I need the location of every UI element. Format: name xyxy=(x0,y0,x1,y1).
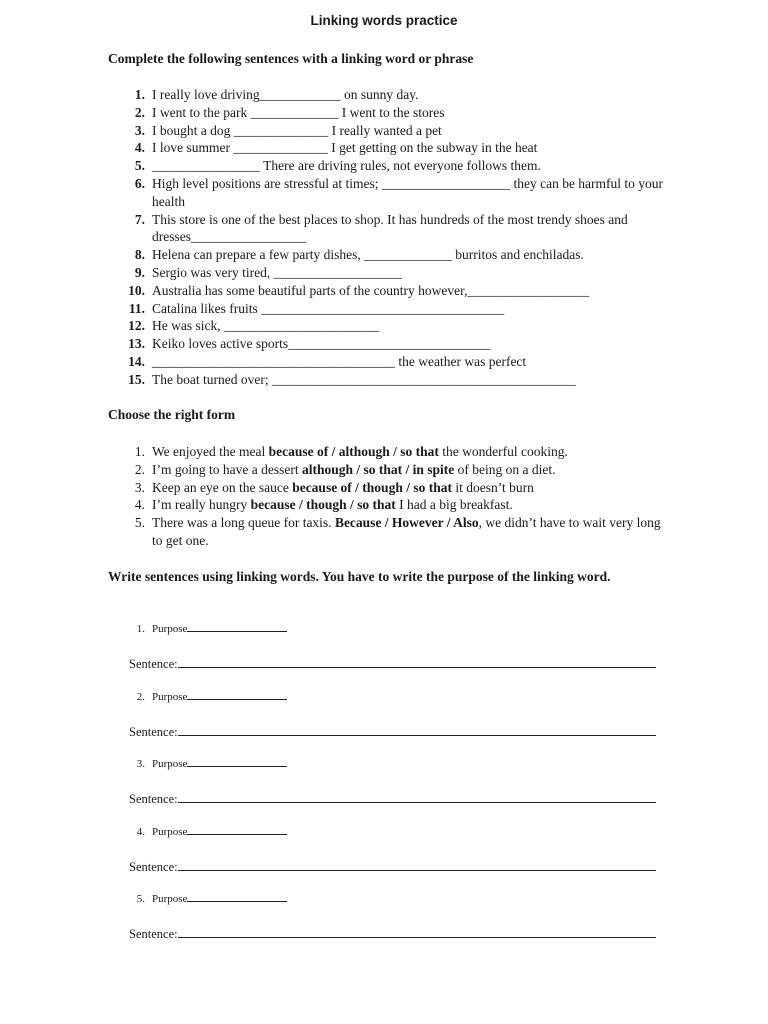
sentence-end: of being on a diet. xyxy=(454,461,556,477)
list-item xyxy=(108,353,668,371)
list-item xyxy=(108,371,668,389)
list-item xyxy=(108,246,668,264)
item-number: 1. xyxy=(134,87,145,102)
item-number: 3. xyxy=(136,758,145,771)
item-number: 4. xyxy=(136,825,145,838)
section2-heading: Choose the right form xyxy=(108,407,236,422)
list-item xyxy=(108,335,668,353)
purpose-row xyxy=(108,756,668,790)
sentence-start: We enjoyed the meal xyxy=(152,444,269,459)
item-number: 11. xyxy=(128,300,145,316)
list-item xyxy=(108,514,668,550)
sentence-start: There was a long queue for taxis. xyxy=(152,515,335,531)
list-item xyxy=(108,157,668,175)
purpose-label: Purpose xyxy=(152,690,188,703)
choose-form-list xyxy=(108,443,668,550)
item-sentence: Keiko loves active sports______________________________ xyxy=(152,336,491,352)
sentence-label: Sentence: xyxy=(129,792,178,807)
item-number: 10. xyxy=(128,282,145,298)
list-item xyxy=(108,317,668,335)
sentence-blank[interactable] xyxy=(178,790,656,803)
purpose-row xyxy=(108,689,668,723)
purpose-label: Purpose xyxy=(152,825,188,838)
sentence-label: Sentence: xyxy=(129,724,178,739)
page-title: Linking words practice xyxy=(310,13,458,28)
list-item xyxy=(108,264,668,282)
item-sentence: Helena can prepare a few party dishes, _____________ burritos and enchiladas. xyxy=(152,247,584,263)
item-number: 13. xyxy=(128,336,145,352)
answer-options: because of / although / so that xyxy=(268,444,439,459)
sentence-row xyxy=(108,655,668,689)
item-sentence: This store is one of the best places to shop. It has hundreds of the most trendy shoes and dresses_________________ xyxy=(152,211,632,245)
item-number: 6. xyxy=(134,175,145,191)
purpose-blank[interactable] xyxy=(187,689,287,700)
item-number: 1. xyxy=(134,444,145,459)
item-number: 4. xyxy=(134,140,145,156)
fill-in-list xyxy=(108,86,668,389)
purpose-label: Purpose xyxy=(152,893,188,906)
list-item xyxy=(108,211,668,247)
list-item xyxy=(108,282,668,300)
item-number: 14. xyxy=(128,353,145,369)
section1-heading: Complete the following sentences with a linking word or phrase xyxy=(108,51,474,66)
sentence-label: Sentence: xyxy=(129,859,178,874)
item-number: 3. xyxy=(134,122,145,138)
item-sentence xyxy=(152,479,668,497)
item-sentence: I love summer ______________ I get getting on the subway in the heat xyxy=(152,140,538,156)
section3-heading: Write sentences using linking words. You have to write the purpose of the linking word. xyxy=(108,569,611,584)
sentence-label: Sentence: xyxy=(129,657,178,671)
item-sentence: ____________________________________ the weather was perfect xyxy=(152,353,527,369)
purpose-label: Purpose xyxy=(152,623,188,635)
sentence-blank[interactable] xyxy=(178,925,656,938)
item-sentence: He was sick, _______________________ xyxy=(152,318,380,334)
writing-section xyxy=(108,621,668,959)
item-number: 2. xyxy=(134,461,145,477)
item-sentence: ________________ There are driving rules, not everyone follows them. xyxy=(152,158,541,174)
sentence-start: Keep an eye on the sauce xyxy=(152,479,293,495)
item-number: 3. xyxy=(134,479,145,495)
sentence-end: I had a big breakfast. xyxy=(395,497,513,513)
answer-options: although / so that / in spite xyxy=(301,461,455,477)
item-number: 12. xyxy=(128,318,145,334)
sentence-blank[interactable] xyxy=(178,858,656,871)
list-item xyxy=(108,139,668,157)
item-number: 5. xyxy=(136,893,145,906)
purpose-label: Purpose xyxy=(152,758,188,771)
item-number: 8. xyxy=(134,247,145,263)
list-item xyxy=(108,479,668,497)
item-number: 2. xyxy=(136,690,145,703)
item-sentence: I went to the park _____________ I went to the stores xyxy=(152,104,445,120)
item-sentence xyxy=(152,461,668,479)
sentence-row xyxy=(108,925,668,959)
purpose-blank[interactable] xyxy=(187,621,287,632)
sentence-end: , we didn’t have to wait very long to get one. xyxy=(152,515,665,548)
item-number: 9. xyxy=(134,264,145,280)
sentence-row xyxy=(108,790,668,824)
item-number: 4. xyxy=(134,497,145,513)
sentence-blank[interactable] xyxy=(178,655,656,668)
list-item xyxy=(108,461,668,479)
list-item xyxy=(108,443,668,461)
answer-options: because / though / so that xyxy=(250,497,396,513)
purpose-row xyxy=(108,824,668,858)
purpose-blank[interactable] xyxy=(187,756,287,767)
list-item xyxy=(108,104,668,122)
item-number: 1. xyxy=(136,623,145,635)
purpose-blank[interactable] xyxy=(187,824,287,835)
item-sentence: High level positions are stressful at times; ___________________ they can be harmful to your health xyxy=(152,175,667,209)
item-number: 5. xyxy=(134,515,145,531)
answer-options: because of / though / so that xyxy=(292,479,452,495)
item-sentence xyxy=(152,443,668,461)
sentence-row xyxy=(108,723,668,757)
purpose-blank[interactable] xyxy=(187,891,287,902)
item-number: 15. xyxy=(128,371,145,387)
sentence-start: I’m going to have a dessert xyxy=(152,461,302,477)
list-item xyxy=(108,86,668,104)
item-sentence xyxy=(152,496,668,514)
item-sentence: I really love driving____________ on sunny day. xyxy=(152,87,419,102)
list-item xyxy=(108,175,668,211)
sentence-end: it doesn’t burn xyxy=(451,479,534,495)
list-item xyxy=(108,496,668,514)
sentence-label: Sentence: xyxy=(129,927,178,942)
list-item xyxy=(108,300,668,318)
item-sentence xyxy=(152,514,668,550)
purpose-row xyxy=(108,621,668,655)
sentence-start: I’m really hungry xyxy=(152,497,251,513)
list-item xyxy=(108,122,668,140)
item-sentence: I bought a dog ______________ I really wanted a pet xyxy=(152,122,442,138)
answer-options: Because / However / Also xyxy=(334,515,479,531)
item-sentence: Sergio was very tired, ___________________ xyxy=(152,264,402,280)
sentence-blank[interactable] xyxy=(178,723,656,736)
sentence-end: the wonderful cooking. xyxy=(438,444,568,459)
item-number: 7. xyxy=(134,211,145,227)
item-sentence: Catalina likes fruits ____________________________________ xyxy=(152,300,505,316)
purpose-row xyxy=(108,891,668,925)
item-number: 5. xyxy=(134,158,145,174)
item-sentence: The boat turned over; _____________________________________________ xyxy=(152,371,576,387)
item-number: 2. xyxy=(134,104,145,120)
sentence-row xyxy=(108,858,668,892)
item-sentence: Australia has some beautiful parts of the country however,__________________ xyxy=(152,282,589,298)
